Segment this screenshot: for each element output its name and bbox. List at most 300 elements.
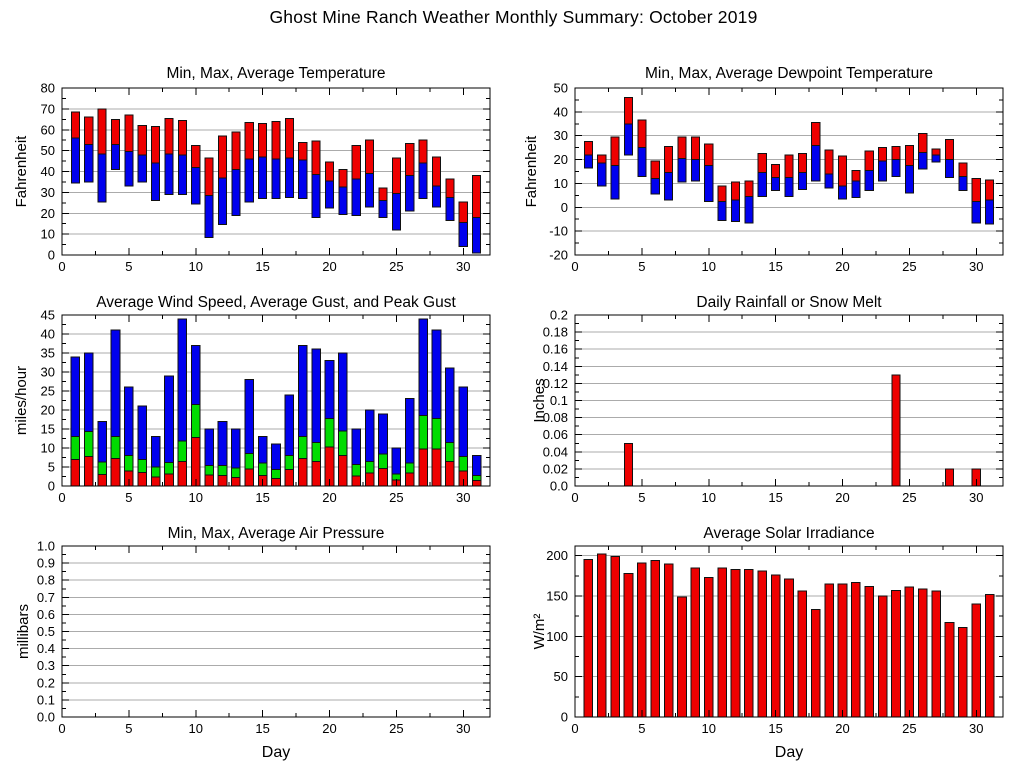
gridlines bbox=[575, 332, 1003, 469]
temperature-bar-red bbox=[232, 132, 240, 170]
solar-bar-red bbox=[691, 568, 700, 717]
x-tick-label: 20 bbox=[835, 721, 850, 736]
plot-area bbox=[41, 81, 490, 275]
wind-bar-green bbox=[405, 463, 414, 473]
y-tick-label: 200 bbox=[546, 548, 568, 564]
dewpoint-bar-red bbox=[584, 142, 592, 155]
y-tick-label: 30 bbox=[40, 364, 55, 380]
solar-bar-red bbox=[838, 584, 847, 717]
temperature-bar-red bbox=[165, 118, 173, 153]
temperature-bar-blue bbox=[111, 144, 119, 169]
dewpoint-bar-red bbox=[718, 186, 726, 202]
dewpoint-bar-blue bbox=[972, 201, 980, 222]
x-tick-label: 5 bbox=[638, 721, 646, 736]
solar-bar-red bbox=[811, 610, 820, 717]
wind-bar-blue bbox=[392, 448, 401, 474]
wind-bar-red bbox=[232, 478, 241, 486]
solar-bar-red bbox=[945, 623, 954, 717]
dewpoint-bar-red bbox=[785, 155, 793, 178]
x-tick-label: 0 bbox=[58, 490, 66, 505]
x-tick-labels bbox=[571, 490, 983, 505]
y-tick-label: 10 bbox=[553, 175, 568, 191]
x-tick-label: 25 bbox=[389, 721, 404, 736]
temperature-bar-red bbox=[325, 162, 333, 181]
temperature-bar-blue bbox=[352, 179, 360, 216]
wind-bar-blue bbox=[138, 406, 147, 459]
y-tick-label: 50 bbox=[40, 143, 55, 159]
dewpoint-bar-blue bbox=[945, 160, 953, 178]
solar-bar-red bbox=[704, 577, 713, 717]
wind-bar-red bbox=[405, 473, 414, 486]
solar-bar-red bbox=[664, 564, 673, 717]
dewpoint-bar-red bbox=[798, 154, 806, 173]
dewpoint-bar-red bbox=[945, 139, 953, 159]
wind-bar-blue bbox=[165, 376, 174, 463]
temperature-bar-blue bbox=[473, 217, 481, 252]
solar-bar-red bbox=[932, 591, 941, 717]
temperature-bar-blue bbox=[459, 223, 467, 247]
wind-bar-blue bbox=[111, 330, 120, 436]
dewpoint-bar-red bbox=[651, 161, 659, 179]
solar-bar-red bbox=[718, 568, 727, 717]
rainfall-bar-red bbox=[945, 469, 953, 486]
y-tick-labels bbox=[546, 548, 568, 724]
solar-bar-red bbox=[624, 573, 633, 717]
y-tick-label: 10 bbox=[40, 440, 55, 456]
dewpoint-bar-blue bbox=[691, 160, 699, 181]
y-tick-label: 0.3 bbox=[36, 658, 55, 674]
rainfall-bar-red bbox=[624, 443, 632, 486]
chart-title: Daily Rainfall or Snow Melt bbox=[696, 294, 882, 311]
temperature-bar-red bbox=[245, 122, 253, 159]
temperature-chart bbox=[0, 54, 513, 294]
temperature-bar-blue bbox=[98, 154, 106, 202]
y-tick-label: -20 bbox=[549, 247, 568, 263]
wind-bar-blue bbox=[84, 353, 93, 432]
solar-bar-red bbox=[985, 594, 994, 717]
y-tick-label: 70 bbox=[40, 101, 55, 117]
chart-title: Min, Max, Average Air Pressure bbox=[167, 525, 385, 542]
temperature-bar-blue bbox=[165, 154, 173, 195]
x-tick-label: 15 bbox=[255, 259, 270, 274]
wind-bar-green bbox=[446, 442, 455, 461]
temperature-bar-red bbox=[192, 145, 200, 167]
temperature-bar-red bbox=[392, 158, 400, 193]
y-tick-label: 0.0 bbox=[36, 709, 55, 725]
y-tick-label: 0.9 bbox=[36, 555, 55, 571]
chart-title: Min, Max, Average Dewpoint Temperature bbox=[644, 65, 934, 82]
temperature-bar-blue bbox=[245, 159, 253, 202]
x-tick-label: 25 bbox=[902, 259, 917, 274]
y-tick-label: 15 bbox=[40, 421, 55, 437]
temperature-bar-red bbox=[218, 136, 226, 178]
solar-bar-red bbox=[852, 582, 861, 717]
temperature-bar-blue bbox=[205, 196, 213, 238]
y-tick-label: 30 bbox=[40, 184, 55, 200]
dewpoint-bar-blue bbox=[892, 160, 900, 177]
dewpoint-bar-blue bbox=[624, 124, 632, 155]
wind-bar-blue bbox=[191, 345, 200, 404]
y-tick-label: 100 bbox=[546, 628, 568, 644]
wind-bar-green bbox=[138, 459, 147, 472]
x-tick-label: 20 bbox=[322, 490, 337, 505]
solar-bar-red bbox=[959, 627, 968, 717]
y-tick-label: 0.12 bbox=[542, 375, 568, 391]
solar-bar-red bbox=[745, 569, 754, 717]
temperature-bar-blue bbox=[178, 155, 186, 195]
dewpoint-bar-red bbox=[972, 179, 980, 202]
y-tick-label: 45 bbox=[40, 307, 55, 323]
x-tick-label: 10 bbox=[188, 490, 203, 505]
temperature-bar-blue bbox=[366, 174, 374, 207]
y-tick-label: 0 bbox=[47, 478, 55, 494]
x-tick-label: 25 bbox=[902, 490, 917, 505]
dewpoint-bar-blue bbox=[932, 155, 940, 162]
temperature-bar-blue bbox=[71, 138, 79, 183]
dewpoint-bar-red bbox=[678, 137, 686, 158]
x-axis-label: Day bbox=[774, 744, 804, 761]
y-tick-label: 0.04 bbox=[542, 444, 568, 460]
dewpoint-bar-blue bbox=[879, 161, 887, 181]
wind-bar-red bbox=[111, 458, 120, 486]
wind-bar-green bbox=[312, 442, 321, 461]
y-tick-label: 0.0 bbox=[549, 478, 568, 494]
dewpoint-bar-red bbox=[838, 156, 846, 186]
x-tick-label: 10 bbox=[701, 259, 716, 274]
wind-bar-green bbox=[245, 454, 254, 469]
temperature-bar-red bbox=[312, 141, 320, 174]
wind-bar-green bbox=[285, 456, 294, 470]
solar-bar-red bbox=[597, 554, 606, 717]
dewpoint-bar-blue bbox=[798, 173, 806, 190]
temperature-bar-red bbox=[85, 117, 93, 144]
solar-bar-red bbox=[865, 586, 874, 717]
temperature-bar-blue bbox=[272, 159, 280, 199]
y-tick-label: 25 bbox=[40, 383, 55, 399]
y-axis-label: Fahrenheit bbox=[13, 135, 30, 208]
dewpoint-bar-blue bbox=[959, 176, 967, 190]
bars bbox=[71, 109, 480, 253]
dewpoint-bar-red bbox=[879, 148, 887, 161]
wind-bar-red bbox=[312, 462, 321, 486]
temperature-bar-red bbox=[111, 119, 119, 144]
y-tick-label: 20 bbox=[553, 152, 568, 168]
solar-bar-red bbox=[651, 561, 660, 717]
dewpoint-bar-red bbox=[758, 154, 766, 173]
x-tick-label: 15 bbox=[768, 490, 783, 505]
chart-title: Average Solar Irradiance bbox=[703, 525, 875, 542]
wind-bar-green bbox=[205, 465, 214, 475]
plot-area bbox=[546, 546, 1003, 736]
plot-area bbox=[543, 308, 1003, 506]
x-tick-label: 15 bbox=[255, 490, 270, 505]
chart-title: Min, Max, Average Temperature bbox=[166, 65, 386, 82]
wind-bar-green bbox=[325, 418, 334, 447]
x-tick-label: 0 bbox=[571, 721, 579, 736]
y-tick-label: 35 bbox=[40, 345, 55, 361]
y-axis-label: millibars bbox=[15, 603, 32, 660]
y-tick-label: 50 bbox=[553, 669, 568, 685]
wind-bar-green bbox=[432, 418, 441, 448]
y-tick-label: 150 bbox=[546, 588, 568, 604]
wind-bar-red bbox=[432, 449, 441, 486]
wind-bar-blue bbox=[125, 387, 134, 455]
dewpoint-bar-blue bbox=[825, 174, 833, 188]
wind-bar-red bbox=[218, 476, 227, 486]
dewpoint-bar-blue bbox=[812, 145, 820, 181]
plot-area bbox=[37, 539, 490, 737]
y-tick-label: 0.6 bbox=[36, 606, 55, 622]
temperature-bar-red bbox=[71, 112, 79, 138]
solar-bar-red bbox=[825, 584, 834, 717]
dewpoint-bar-blue bbox=[905, 166, 913, 193]
wind-bar-green bbox=[365, 462, 374, 473]
wind-bar-blue bbox=[339, 353, 348, 431]
temperature-bar-blue bbox=[125, 152, 133, 186]
wind-bar-red bbox=[71, 459, 80, 486]
temperature-bar-blue bbox=[138, 155, 146, 182]
solar-bar-red bbox=[878, 596, 887, 717]
y-tick-labels bbox=[41, 81, 55, 263]
temperature-bar-blue bbox=[325, 181, 333, 208]
wind-bar-green bbox=[151, 467, 160, 477]
chart-title: Average Wind Speed, Average Gust, and Peak Gust bbox=[96, 294, 456, 311]
dewpoint-bar-blue bbox=[611, 166, 619, 199]
wind-bar-red bbox=[419, 449, 428, 486]
bars bbox=[71, 319, 481, 486]
wind-bar-red bbox=[285, 470, 294, 486]
wind-bar-red bbox=[352, 476, 361, 486]
wind-bar-red bbox=[138, 472, 147, 486]
wind-bar-blue bbox=[419, 319, 428, 416]
wind-bar-green bbox=[178, 441, 187, 461]
temperature-bar-red bbox=[125, 115, 133, 152]
gridlines bbox=[62, 563, 490, 700]
y-axis-label: Fahrenheit bbox=[523, 135, 540, 208]
x-tick-label: 20 bbox=[322, 259, 337, 274]
y-tick-label: 0.02 bbox=[542, 461, 568, 477]
x-tick-label: 25 bbox=[389, 490, 404, 505]
dewpoint-bar-red bbox=[665, 146, 673, 172]
wind-bar-red bbox=[151, 477, 160, 486]
y-tick-label: 60 bbox=[40, 122, 55, 138]
dewpoint-bar-red bbox=[825, 150, 833, 174]
y-tick-label: 0 bbox=[47, 247, 55, 263]
wind-bar-blue bbox=[285, 395, 294, 456]
x-tick-label: 30 bbox=[456, 721, 471, 736]
dewpoint-bar-red bbox=[986, 180, 994, 200]
y-tick-label: 0.14 bbox=[542, 358, 568, 374]
wind-bar-red bbox=[298, 458, 307, 486]
wind-bar-green bbox=[165, 462, 174, 474]
wind-bar-blue bbox=[245, 380, 254, 454]
wind-bar-green bbox=[218, 465, 227, 475]
x-tick-label: 20 bbox=[835, 259, 850, 274]
wind-bar-red bbox=[178, 461, 187, 486]
temperature-bar-blue bbox=[259, 157, 267, 199]
x-tick-label: 0 bbox=[571, 259, 579, 274]
dewpoint-bar-blue bbox=[731, 200, 739, 221]
y-tick-label: 0.5 bbox=[36, 624, 55, 639]
y-tick-label: 1.0 bbox=[36, 538, 55, 554]
x-axis-label: Day bbox=[261, 744, 291, 761]
wind-bar-red bbox=[339, 456, 348, 486]
y-tick-label: 0.1 bbox=[36, 692, 55, 708]
solar-chart bbox=[514, 514, 1027, 772]
wind-bar-green bbox=[125, 456, 134, 471]
wind-bar-blue bbox=[379, 414, 388, 454]
temperature-bar-red bbox=[299, 142, 307, 160]
wind-bar-green bbox=[419, 416, 428, 449]
y-tick-label: 0.7 bbox=[36, 589, 55, 605]
dewpoint-bar-red bbox=[611, 137, 619, 166]
wind-bar-red bbox=[165, 474, 174, 486]
wind-bar-red bbox=[365, 473, 374, 486]
x-tick-label: 5 bbox=[638, 490, 646, 505]
x-tick-label: 10 bbox=[188, 721, 203, 736]
temperature-bar-blue bbox=[152, 163, 160, 201]
x-tick-label: 0 bbox=[571, 490, 579, 505]
dewpoint-bar-red bbox=[638, 120, 646, 147]
dewpoint-bar-blue bbox=[705, 166, 713, 202]
temperature-bar-blue bbox=[285, 158, 293, 198]
solar-bar-red bbox=[972, 604, 981, 717]
x-tick-label: 5 bbox=[638, 259, 646, 274]
temperature-bar-red bbox=[178, 120, 186, 154]
x-tick-label: 30 bbox=[456, 490, 471, 505]
wind-bar-green bbox=[339, 431, 348, 456]
y-axis-label: Inches bbox=[531, 378, 548, 423]
y-tick-label: 30 bbox=[553, 128, 568, 144]
dewpoint-bar-red bbox=[598, 155, 606, 163]
temperature-bar-blue bbox=[299, 160, 307, 199]
dewpoint-bar-red bbox=[892, 146, 900, 159]
dewpoint-bar-blue bbox=[758, 173, 766, 197]
wind-bar-blue bbox=[446, 368, 455, 442]
solar-bar-red bbox=[892, 590, 901, 717]
x-tick-labels bbox=[571, 721, 983, 736]
x-tick-labels bbox=[58, 259, 470, 274]
temperature-bar-blue bbox=[432, 186, 440, 207]
dewpoint-bar-red bbox=[919, 133, 927, 152]
wind-bar-green bbox=[232, 468, 241, 478]
y-axis-label: W/m² bbox=[531, 613, 548, 650]
x-tick-label: 30 bbox=[969, 490, 984, 505]
wind-bar-green bbox=[459, 456, 468, 470]
y-axis-label: miles/hour bbox=[13, 365, 30, 436]
solar-bar-red bbox=[584, 560, 593, 717]
y-tick-label: 20 bbox=[40, 402, 55, 418]
temperature-bar-red bbox=[138, 126, 146, 155]
temperature-bar-red bbox=[272, 121, 280, 159]
y-tick-label: 0.1 bbox=[549, 393, 568, 408]
bars bbox=[584, 98, 993, 224]
temperature-bar-red bbox=[339, 169, 347, 187]
wind-bar-blue bbox=[472, 456, 481, 476]
x-tick-label: 20 bbox=[835, 490, 850, 505]
temperature-bar-red bbox=[98, 109, 106, 154]
dewpoint-bar-red bbox=[745, 181, 753, 197]
temperature-bar-red bbox=[259, 123, 267, 156]
x-tick-label: 10 bbox=[701, 721, 716, 736]
y-tick-label: 40 bbox=[553, 104, 568, 120]
temperature-bar-red bbox=[152, 127, 160, 164]
wind-bar-green bbox=[84, 432, 93, 457]
wind-bar-green bbox=[379, 454, 388, 468]
temperature-bar-red bbox=[459, 202, 467, 223]
y-tick-label: 50 bbox=[553, 80, 568, 96]
y-tick-label: 0.16 bbox=[542, 341, 568, 357]
y-tick-label: 0.2 bbox=[549, 307, 568, 323]
dewpoint-bar-blue bbox=[638, 148, 646, 177]
wind-bar-blue bbox=[178, 319, 187, 441]
dewpoint-bar-blue bbox=[986, 200, 994, 224]
y-tick-label: 0.8 bbox=[36, 572, 55, 588]
wind-bar-green bbox=[472, 475, 481, 480]
temperature-bar-red bbox=[473, 176, 481, 218]
x-tick-label: 10 bbox=[188, 259, 203, 274]
y-tick-label: 40 bbox=[40, 164, 55, 179]
solar-bar-red bbox=[611, 556, 620, 717]
x-tick-label: 30 bbox=[969, 721, 984, 736]
x-tick-label: 20 bbox=[322, 721, 337, 736]
wind-bar-green bbox=[111, 437, 120, 459]
y-tick-labels bbox=[41, 308, 55, 494]
temperature-bar-red bbox=[419, 140, 427, 163]
x-tick-label: 0 bbox=[58, 721, 66, 736]
wind-bar-green bbox=[298, 437, 307, 459]
temperature-bar-red bbox=[285, 118, 293, 158]
temperature-bar-blue bbox=[406, 176, 414, 211]
y-tick-label: 0.4 bbox=[36, 641, 55, 657]
wind-bar-blue bbox=[298, 345, 307, 436]
wind-bar-red bbox=[191, 437, 200, 486]
temperature-bar-red bbox=[205, 158, 213, 196]
y-tick-labels bbox=[549, 81, 568, 263]
solar-bar-red bbox=[785, 579, 794, 717]
wind-bar-blue bbox=[151, 437, 160, 467]
dewpoint-bar-red bbox=[705, 144, 713, 165]
dewpoint-bar-blue bbox=[919, 152, 927, 169]
y-tick-label: 0 bbox=[560, 199, 568, 215]
wind-bar-blue bbox=[432, 330, 441, 418]
wind-bar-red bbox=[245, 469, 254, 486]
temperature-bar-blue bbox=[379, 201, 387, 218]
y-tick-label: 0.08 bbox=[542, 410, 568, 426]
x-tick-labels bbox=[58, 490, 470, 505]
y-tick-label: 5 bbox=[47, 459, 55, 475]
x-tick-label: 5 bbox=[125, 259, 133, 274]
x-tick-label: 10 bbox=[701, 490, 716, 505]
temperature-bar-red bbox=[406, 143, 414, 175]
x-tick-label: 25 bbox=[902, 721, 917, 736]
wind-bar-green bbox=[272, 469, 281, 478]
temperature-bar-blue bbox=[312, 175, 320, 218]
dewpoint-bar-red bbox=[905, 145, 913, 165]
dewpoint-bar-red bbox=[959, 163, 967, 176]
wind-bar-blue bbox=[258, 437, 267, 463]
dewpoint-bar-blue bbox=[718, 201, 726, 220]
solar-bar-red bbox=[678, 597, 687, 717]
x-tick-label: 0 bbox=[58, 259, 66, 274]
dewpoint-bar-blue bbox=[865, 170, 873, 190]
temperature-bar-blue bbox=[446, 198, 454, 221]
dewpoint-bar-blue bbox=[651, 179, 659, 195]
wind-bar-red bbox=[84, 457, 93, 486]
solar-bar-red bbox=[798, 591, 807, 717]
y-tick-label: 0 bbox=[560, 709, 568, 725]
wind-bar-red bbox=[379, 469, 388, 486]
